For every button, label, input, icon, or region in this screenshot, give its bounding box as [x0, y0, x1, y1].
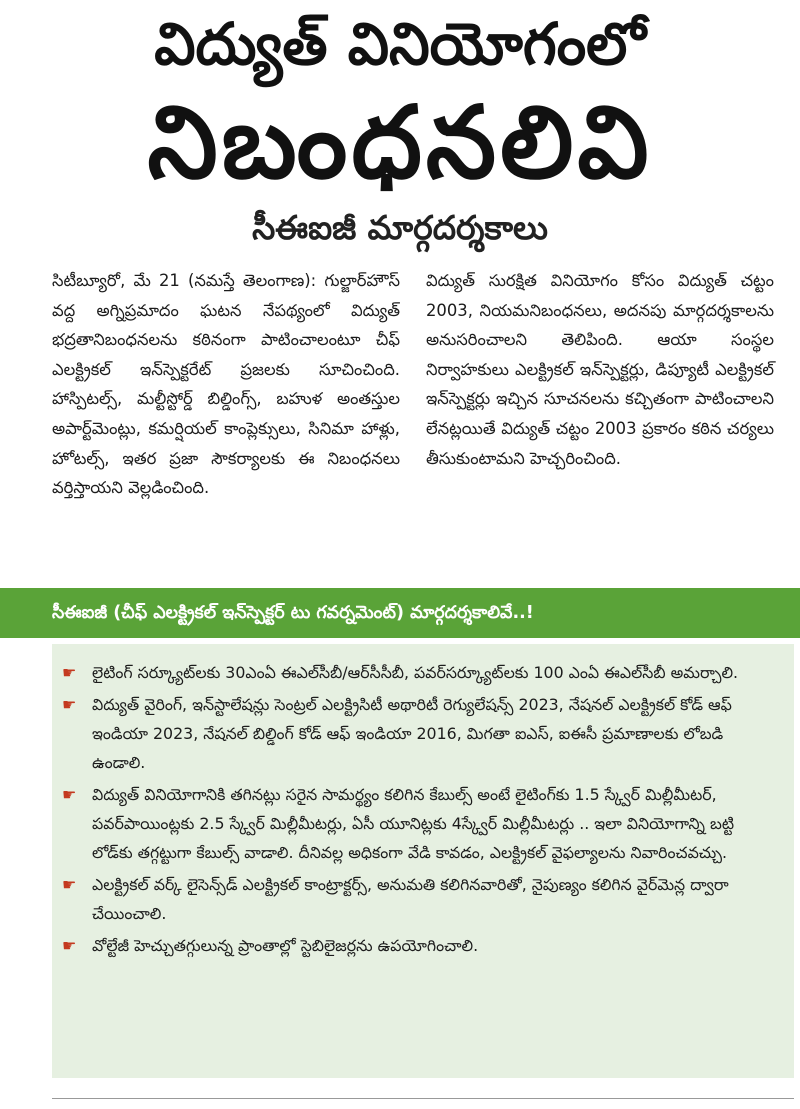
pointing-hand-icon: ☛: [62, 663, 77, 682]
pointing-hand-icon: ☛: [62, 785, 77, 804]
pointing-hand-icon: ☛: [62, 695, 77, 714]
guideline-item: [62, 931, 772, 960]
subheadline: సీఈఐజీ మార్గదర్శకాలు: [252, 208, 548, 247]
guideline-text: విద్యుత్ వైరింగ్, ఇన్‌స్టాలేషన్లు సెంట్రల్ ఎలక్ట్రిసిటీ అథారిటీ రెగ్యులేషన్స్ 2023, నేషనల్ ఎలక్ట్రికల్ కోడ్ ఆఫ్ ఇండియా 2023, నేషనల్ బిల్డింగ్ కోడ్ ఆఫ్ ఇండియా 2016, మిగతా ఐఎస్, ఐఈసీ ప్రమాణాలకు లోబడి ఉండాలి.: [92, 695, 732, 772]
article-column-left: సిటీబ్యూరో, మే 21 (నమస్తే తెలంగాణ): గుల్జార్‌హౌస్ వద్ద అగ్నిప్రమాదం ఘటన నేపథ్యంలో విద్యుత్ భద్రతానిబంధనలను కఠినంగా పాటించాలంటూ చీఫ్ ఎలక్ట్రికల్ ఇన్‌స్పెక్టరేట్ ప్రజలకు సూచించింది. హాస్పిటల్స్, మల్టీస్టోర్డ్ బిల్డింగ్స్, బహుళ అంతస్తుల అపార్ట్‌మెంట్లు, కమర్షియల్ కాంప్లెక్సులు, సినిమా హాళ్లు, హోటల్స్, ఇతర ప్రజా సౌకర్యాలకు ఈ నిబంధనలు వర్తిస్తాయని వెల్లడించింది.: [52, 271, 400, 498]
guideline-text: లైటింగ్ సర్క్యూట్‌లకు 30ఎంఏ ఈఎల్‌సీబీ/ఆర్‌సీసీబీ, పవర్‌సర్క్యూట్‌లకు 100 ఎంఏ ఈఎల్‌సీబీ అమర్చాలి.: [92, 663, 739, 682]
guideline-text: వోల్టేజీ హెచ్చుతగ్గులున్న ప్రాంతాల్లో స్టెబిలైజర్లను ఉపయోగించాలి.: [92, 936, 479, 955]
article-column-right: విద్యుత్ సురక్షిత వినియోగం కోసం విద్యుత్ చట్టం 2003, నియమనిబంధనలు, అదనపు మార్గదర్శకాలను అనుసరించాలని తెలిపింది. ఆయా సంస్థల నిర్వాహకులు ఎలక్ట్రికల్ ఇన్‌స్పెక్టర్లు, డిప్యూటీ ఎలక్ట్రికల్ ఇన్‌స్పెక్టర్లు ఇచ్చిన సూచనలను కచ్చితంగా పాటించాలని లేనట్లయితే విద్యుత్ చట్టం 2003 ప్రకారం కఠిన చర్యలు తీసుకుంటామని హెచ్చరించింది.: [426, 271, 774, 468]
guideline-item: [62, 658, 772, 687]
pointing-hand-icon: ☛: [62, 936, 77, 955]
guideline-item: [62, 870, 772, 928]
guideline-text: ఎలక్ట్రికల్ వర్క్ లైసెన్స్‌డ్ ఎలక్ట్రికల్ కాంట్రాక్టర్స్, అనుమతి కలిగినవారితో, నైపుణ్యం కలిగిన వైర్‌మెన్ల ద్వారా చేయించాలి.: [92, 875, 729, 923]
article-body: [52, 266, 774, 503]
guideline-item: [62, 690, 772, 777]
guidelines-title: సీఈఐజీ (చీఫ్ ఎలక్ట్రికల్ ఇన్‌స్పెక్టర్ టు గవర్నమెంట్) మార్గదర్శకాలివే..!: [52, 603, 534, 623]
pointing-hand-icon: ☛: [62, 875, 77, 894]
guidelines-box: [52, 644, 794, 1078]
guideline-item: [62, 780, 772, 867]
bottom-divider: [52, 1098, 794, 1099]
headline-line-2: నిబంధనలివి: [147, 84, 653, 201]
headline-line-1: విద్యుత్ వినియోగంలో: [154, 10, 646, 78]
guideline-text: విద్యుత్ వినియోగానికి తగినట్లు సరైన సామర్థ్యం కలిగిన కేబుల్స్ అంటే లైటింగ్‌కు 1.5 స్క్వేర్ మిల్లీమీటర్, పవర్‌పాయింట్లకు 2.5 స్క్వేర్ మిల్లీమీటర్లు, ఏసీ యూనిట్లకు 4స్క్వేర్ మిల్లీమీటర్లు .. ఇలా వినియోగాన్ని బట్టి లోడ్‌కు తగ్గట్టుగా కేబుల్స్ వాడాలి. దీనివల్ల అధికంగా వేడి కావడం, ఎలక్ట్రికల్ వైఫల్యాలను నివారించవచ్చు.: [92, 785, 735, 862]
guidelines-list: [52, 644, 794, 960]
